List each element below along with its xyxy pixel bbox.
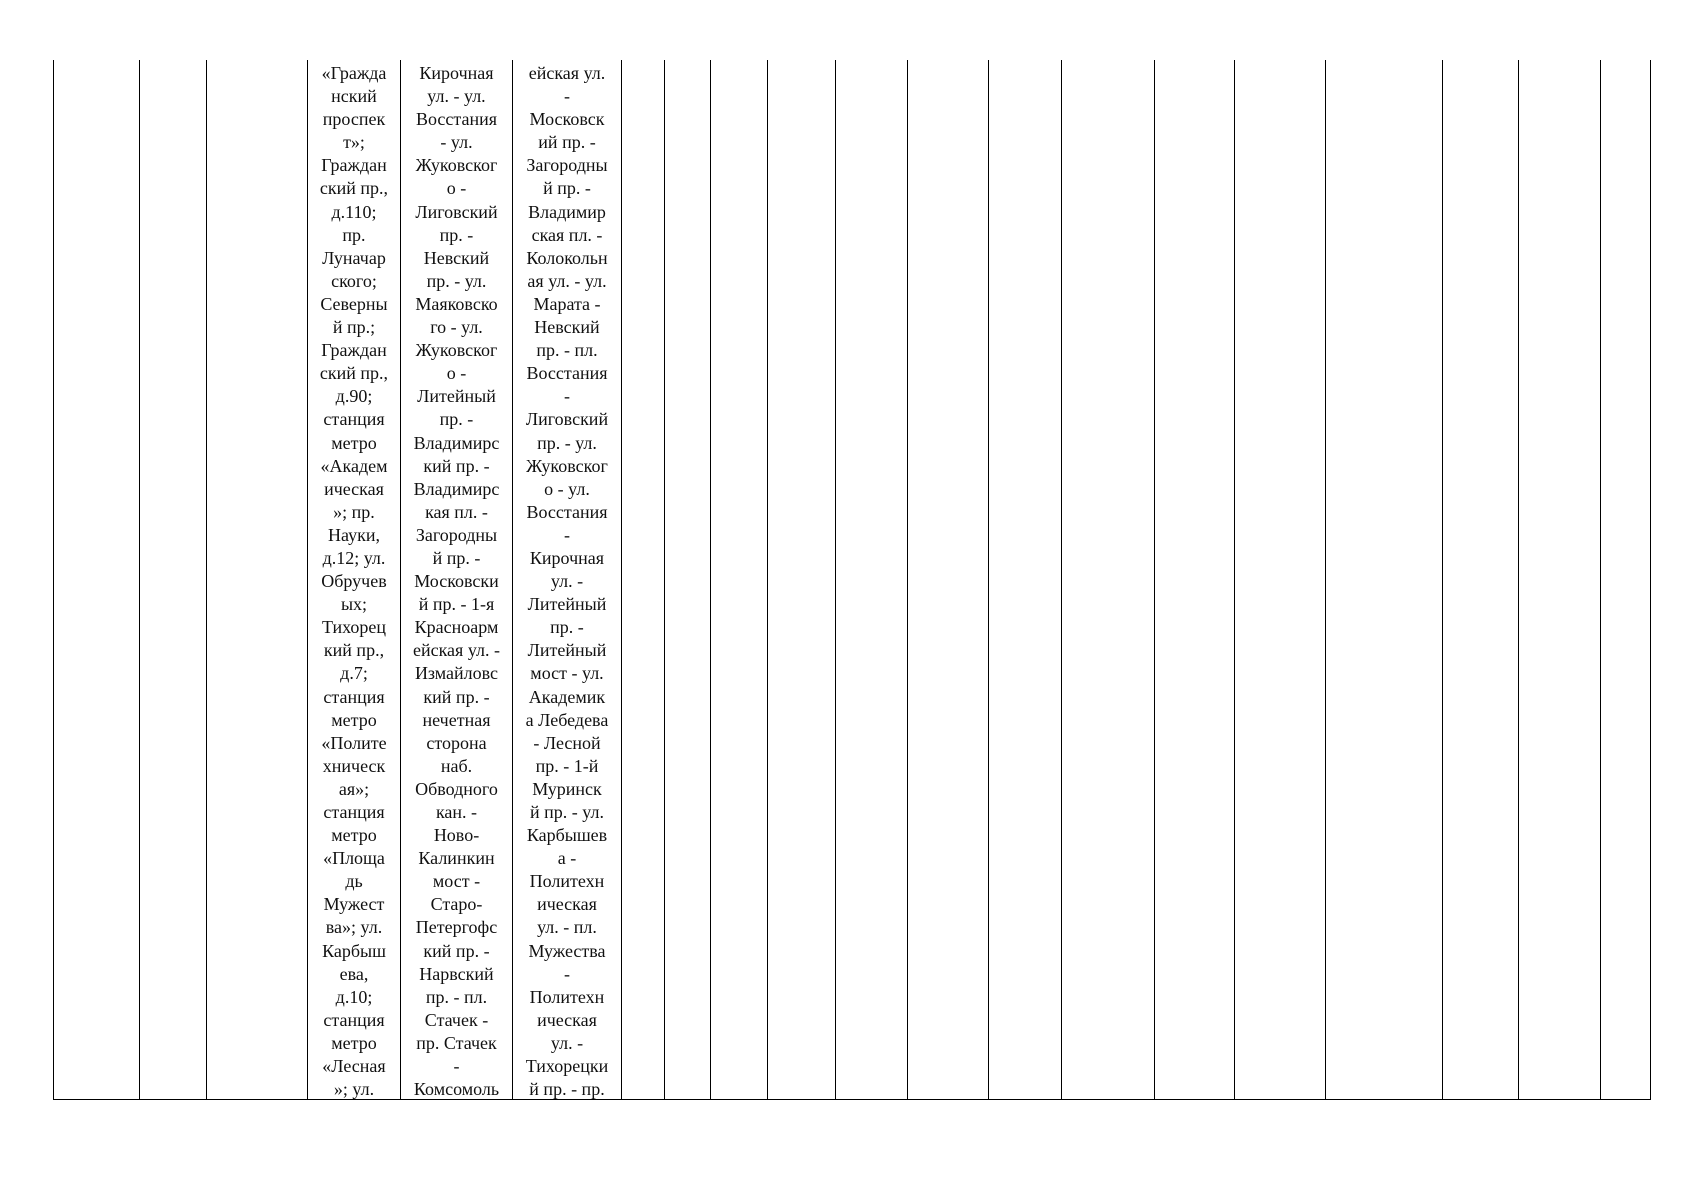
cell-text-line: Кирочная	[529, 547, 605, 568]
cell-text-line: й пр. - ул.	[530, 802, 604, 822]
cell-text-line: ых;	[340, 594, 368, 615]
cell-text-line: Обручев	[321, 571, 387, 592]
cell-text-line: Петергофс	[415, 917, 498, 938]
cell-text-line: «Полите	[321, 732, 387, 753]
cell-text-line: «Гражда	[321, 63, 387, 83]
cell-text-line: Тихорецки	[525, 1056, 609, 1077]
cell-text-line: пр. - 1-й	[535, 755, 599, 776]
cell-text-line: пр. -	[439, 224, 474, 245]
cell-text-line: д.7;	[340, 663, 368, 684]
cell-text-line: Науки,	[328, 524, 380, 545]
cell-text-line: Академик	[528, 686, 606, 707]
cell-text-line: кая пл. -	[425, 501, 488, 522]
cell-text-line: Жуковског	[526, 455, 608, 476]
cell-text-line: Нарвский	[419, 963, 494, 984]
table-column-divider	[664, 60, 665, 1100]
cell-text-line: Колокольн	[526, 247, 608, 268]
cell-text-line: Муринск	[532, 778, 602, 799]
cell-text-line: хническ	[322, 755, 386, 776]
cell-text-line: Литейный	[417, 386, 496, 407]
table-column-divider	[835, 60, 836, 1100]
cell-text-line: Тихорец	[321, 617, 387, 638]
cell-text-line: ическая	[324, 478, 384, 499]
cell-text-line: Марата -	[533, 293, 601, 314]
cell-text-line: Карбышев	[526, 825, 608, 846]
cell-text-line: й пр. -	[543, 178, 591, 199]
cell-text-line: ского;	[331, 270, 377, 291]
table-bottom-border	[53, 1099, 1651, 1100]
cell-text-line: д.12; ул.	[322, 547, 386, 568]
cell-text-line: Восстания	[415, 109, 498, 130]
cell-text-line: Кирочная	[419, 63, 494, 83]
table-column-divider	[710, 60, 711, 1100]
cell-text-line: пр. - ул.	[537, 432, 597, 453]
cell-text-line: Владимирс	[413, 478, 500, 499]
cell-text-line: т»;	[343, 132, 365, 153]
cell-text-line: Загородны	[526, 155, 608, 176]
cell-text-line: Восстания	[526, 501, 608, 522]
table-column-divider	[1442, 60, 1443, 1100]
cell-text-line: Луначар	[322, 247, 386, 268]
cell-text-line: ая ул. - ул.	[527, 270, 607, 291]
cell-text-line: сторона	[426, 732, 487, 753]
cell-text-line: Литейный	[527, 594, 607, 615]
cell-text-line: Граждан	[321, 340, 387, 361]
cell-text-line: Невский	[423, 247, 490, 268]
cell-text-line: мост -	[432, 871, 481, 892]
cell-text-line: Лиговский	[525, 409, 609, 430]
cell-text-line: кий пр.,	[323, 640, 385, 661]
cell-text-line: Невский	[534, 317, 600, 338]
cell-text-line: Владимир	[528, 201, 606, 222]
stops-cell	[308, 62, 400, 1101]
cell-text-line: Загородны	[415, 524, 498, 545]
cell-text-line: ейская ул.	[528, 63, 606, 83]
cell-text-line: го - ул.	[430, 317, 483, 338]
table-column-divider	[1154, 60, 1155, 1100]
cell-text-line: Мужества	[528, 940, 606, 961]
cell-text-line: Старо-	[430, 894, 483, 915]
cell-text-line: станция	[323, 1009, 385, 1030]
cell-text-line: Калинкин	[418, 848, 495, 869]
table-column-divider	[1234, 60, 1235, 1100]
cell-text-line: -	[564, 86, 570, 107]
cell-text-line: й пр. - 1-я	[418, 594, 495, 615]
cell-text-line: Жуковског	[415, 155, 498, 176]
cell-text-line: Граждан	[321, 155, 387, 176]
table-column-divider	[1518, 60, 1519, 1100]
cell-text-line: пр.	[342, 224, 366, 245]
cell-text-line: -	[564, 386, 570, 407]
cell-text-line: Лиговский	[415, 201, 498, 222]
cell-text-line: пр. - ул.	[426, 270, 487, 291]
cell-text-line: Северны	[320, 293, 388, 314]
cell-text-line: о -	[446, 178, 467, 199]
cell-text-line: ский пр.,	[319, 178, 389, 199]
table-column-divider	[1325, 60, 1326, 1100]
table-border-right	[1650, 60, 1651, 1100]
cell-text-line: й пр. - пр.	[529, 1079, 605, 1100]
cell-text-line: д.110;	[331, 201, 377, 222]
cell-text-line: ий пр. -	[538, 132, 596, 153]
cell-text-line: д.90;	[335, 386, 373, 407]
cell-text-line: ва»; ул.	[325, 917, 383, 938]
cell-text-line: проспек	[322, 109, 386, 130]
cell-text-line: метро	[331, 432, 377, 453]
cell-text-line: Мужест	[323, 894, 385, 915]
cell-text-line: - ул.	[440, 132, 473, 153]
table-column-divider	[206, 60, 207, 1100]
cell-text-line: Карбыш	[322, 940, 386, 961]
cell-text-line: ул. - пл.	[537, 917, 597, 938]
route-forward-cell	[401, 62, 512, 1101]
cell-text-line: Красноарм	[414, 617, 499, 638]
cell-text-line: Маяковско	[415, 293, 498, 314]
cell-text-line: ул. - ул.	[427, 86, 486, 107]
cell-text-line: -	[564, 524, 570, 545]
cell-text-line: пр. - пл.	[536, 340, 598, 361]
table-column-divider	[621, 60, 622, 1100]
table-column-divider	[1061, 60, 1062, 1100]
cell-text-line: о - ул.	[544, 478, 590, 499]
cell-text-line: Измайловс	[414, 663, 499, 684]
cell-text-line: Московски	[414, 571, 499, 592]
cell-text-line: метро	[331, 1032, 377, 1053]
cell-text-line: Восстания	[526, 363, 608, 384]
cell-text-line: дь	[345, 871, 363, 892]
cell-text-line: д.10;	[335, 986, 373, 1007]
cell-text-line: пр. -	[439, 409, 474, 430]
cell-text-line: й пр. -	[432, 547, 481, 568]
cell-text-line: Литейный	[527, 640, 607, 661]
cell-text-line: - Лесной	[533, 732, 601, 753]
cell-text-line: «Академ	[320, 455, 388, 476]
cell-text-line: ский пр.,	[319, 363, 389, 384]
cell-text-line: »; ул.	[333, 1079, 375, 1100]
cell-text-line: ическая	[537, 1009, 597, 1030]
table-border-left	[53, 60, 54, 1100]
cell-text-line: «Площа	[323, 848, 385, 869]
cell-text-line: ейская ул. -	[412, 640, 501, 661]
cell-text-line: Ново-	[433, 825, 480, 846]
cell-text-line: пр. Стачек	[416, 1032, 497, 1053]
cell-text-line: »; пр.	[333, 501, 375, 522]
cell-text-line: наб.	[440, 755, 473, 776]
cell-text-line: ая»;	[338, 778, 370, 799]
cell-text-line: метро	[331, 709, 377, 730]
cell-text-line: станция	[323, 802, 385, 822]
cell-text-line: й пр.;	[332, 317, 376, 338]
table-column-divider	[139, 60, 140, 1100]
cell-text-line: кий пр. -	[423, 455, 490, 476]
cell-text-line: -	[564, 963, 570, 984]
cell-text-line: о -	[446, 363, 467, 384]
cell-text-line: станция	[323, 409, 385, 430]
cell-text-line: станция	[323, 686, 385, 707]
cell-text-line: мост - ул.	[530, 663, 604, 684]
table-column-divider	[1600, 60, 1601, 1100]
cell-text-line: а -	[557, 848, 577, 869]
cell-text-line: Жуковског	[415, 340, 498, 361]
cell-text-line: Политехн	[529, 871, 605, 892]
cell-text-line: Политехн	[529, 986, 605, 1007]
cell-text-line: Владимирс	[413, 432, 500, 453]
cell-text-line: нечетная	[422, 709, 491, 730]
cell-text-line: кий пр. -	[423, 940, 490, 961]
cell-text-line: Обводного	[415, 778, 498, 799]
cell-text-line: ическая	[537, 894, 597, 915]
cell-text-line: ева,	[339, 963, 369, 984]
table-column-divider	[767, 60, 768, 1100]
cell-text-line: кий пр. -	[423, 686, 490, 707]
cell-text-line: Стачек -	[424, 1009, 489, 1030]
cell-text-line: нский	[331, 86, 377, 107]
cell-text-line: пр. -	[550, 617, 584, 638]
cell-text-line: пр. - пл.	[425, 986, 488, 1007]
cell-text-line: ул. -	[550, 571, 584, 592]
cell-text-line: ул. -	[550, 1032, 584, 1053]
cell-text-line: «Лесная	[322, 1056, 386, 1077]
cell-text-line: Московск	[529, 109, 605, 130]
cell-text-line: а Лебедева	[525, 709, 609, 730]
cell-text-line: метро	[331, 825, 377, 846]
cell-text-line: кан. -	[435, 802, 478, 822]
cell-text-line: -	[453, 1056, 460, 1077]
table-column-divider	[988, 60, 989, 1100]
table-column-divider	[907, 60, 908, 1100]
route-backward-cell	[513, 62, 621, 1101]
cell-text-line: Комсомоль	[413, 1079, 500, 1100]
cell-text-line: ская пл. -	[531, 224, 603, 245]
